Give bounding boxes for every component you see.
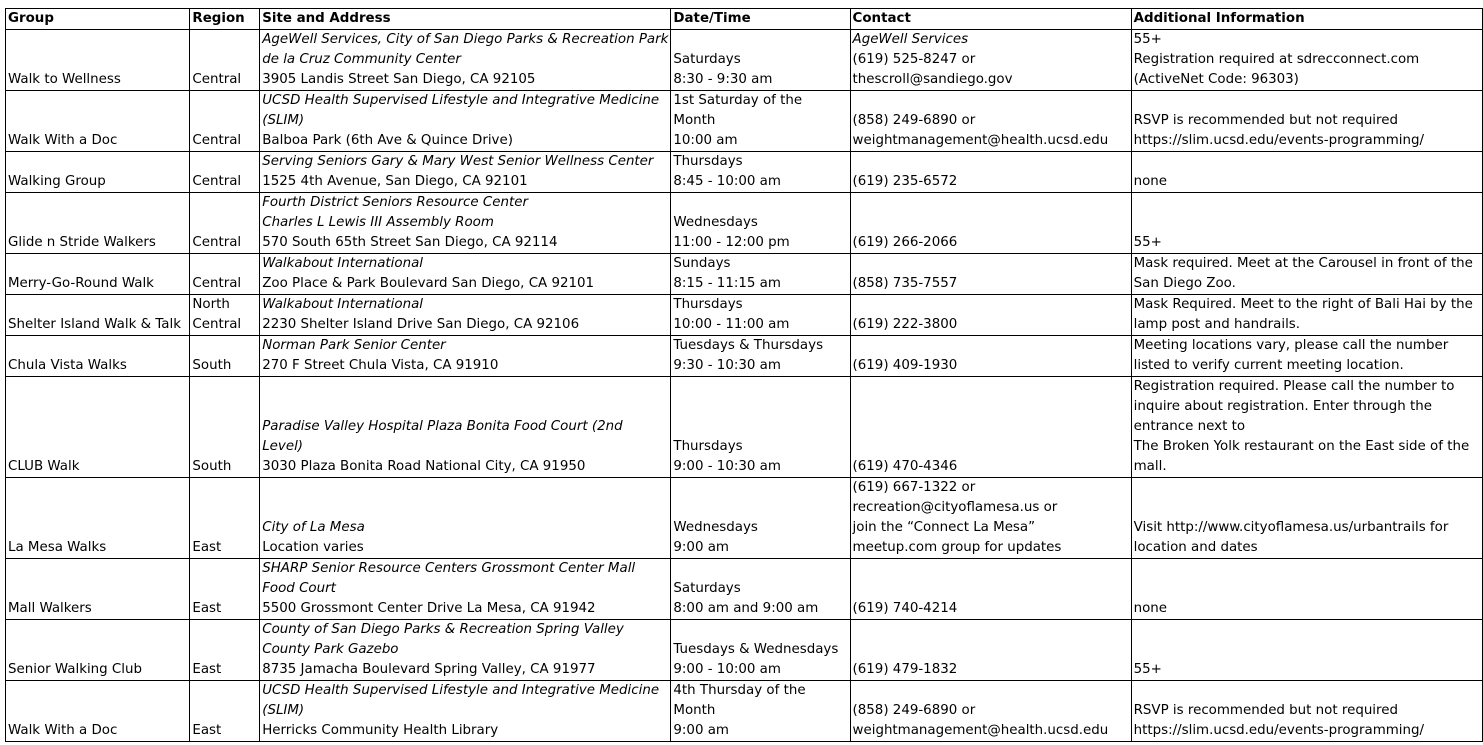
cell-line: (619) 222-3800 xyxy=(852,317,958,332)
site-organization: UCSD Health Supervised Lifestyle and Integrative Medicine xyxy=(262,683,660,698)
cell-line: East xyxy=(192,540,222,555)
cell-additional-info xyxy=(1131,681,1482,742)
cell-line: https://slim.ucsd.edu/events-programming/ xyxy=(1133,723,1425,738)
site-organization: Food Court xyxy=(262,581,336,596)
cell-contact xyxy=(850,478,1131,559)
cell-line: Saturdays xyxy=(673,52,741,67)
cell-site-address xyxy=(260,377,671,478)
cell-additional-info xyxy=(1131,377,1482,478)
cell-line: Thursdays xyxy=(673,297,743,312)
table-row xyxy=(6,254,1483,295)
site-organization: (SLIM) xyxy=(262,113,305,128)
site-organization: Paradise Valley Hospital Plaza Bonita Food Court (2nd xyxy=(262,419,623,434)
cell-line: Registration required at sdrecconnect.com xyxy=(1133,52,1420,67)
table-row xyxy=(6,193,1483,254)
cell-contact xyxy=(850,559,1131,620)
table-row xyxy=(6,681,1483,742)
cell-site-address xyxy=(260,336,671,377)
cell-contact xyxy=(850,620,1131,681)
cell-line: listed to verify current meeting location. xyxy=(1133,358,1404,373)
table-row xyxy=(6,559,1483,620)
cell-line: Mask required. Meet at the Carousel in front of the xyxy=(1133,256,1473,271)
cell-line: Thursdays xyxy=(673,154,743,169)
cell-line: thescroll@sandiego.gov xyxy=(852,72,1013,87)
site-address: 8735 Jamacha Boulevard Spring Valley, CA 91977 xyxy=(262,662,596,677)
cell-contact xyxy=(850,193,1131,254)
site-address: Herricks Community Health Library xyxy=(262,723,499,738)
cell-line: (619) 266-2066 xyxy=(852,235,958,250)
cell-group: Shelter Island Walk & Talk xyxy=(6,295,190,336)
cell-line: entrance next to xyxy=(1133,419,1246,434)
cell-line: 8:45 - 10:00 am xyxy=(673,174,781,189)
cell-line: (858) 735-7557 xyxy=(852,276,958,291)
cell-line: 8:30 - 9:30 am xyxy=(673,72,773,87)
cell-group: CLUB Walk xyxy=(6,377,190,478)
cell-date-time xyxy=(671,336,850,377)
cell-line: 10:00 - 11:00 am xyxy=(673,317,790,332)
cell-line: lamp post and handrails. xyxy=(1133,317,1301,332)
cell-line: inquire about registration. Enter through the xyxy=(1133,399,1432,414)
site-address: 3030 Plaza Bonita Road National City, CA 91950 xyxy=(262,459,586,474)
cell-region xyxy=(190,478,260,559)
cell-line: Mask Required. Meet to the right of Bali Hai by the xyxy=(1133,297,1473,312)
cell-line: (619) 470-4346 xyxy=(852,459,958,474)
header-contact: Contact xyxy=(850,9,1131,30)
site-organization: City of La Mesa xyxy=(262,520,365,535)
site-address: 5500 Grossmont Center Drive La Mesa, CA 91942 xyxy=(262,601,596,616)
cell-line: 11:00 - 12:00 pm xyxy=(673,235,790,250)
cell-group: Mall Walkers xyxy=(6,559,190,620)
cell-line: (619) 479-1832 xyxy=(852,662,958,677)
cell-group: Merry-Go-Round Walk xyxy=(6,254,190,295)
site-address: 570 South 65th Street San Diego, CA 92114 xyxy=(262,235,558,250)
cell-additional-info xyxy=(1131,478,1482,559)
site-organization: Walkabout International xyxy=(262,297,423,312)
site-address: Balboa Park (6th Ave & Quince Drive) xyxy=(262,133,513,148)
cell-line: (619) 667-1322 or xyxy=(852,480,976,495)
cell-line: East xyxy=(192,723,222,738)
cell-region xyxy=(190,336,260,377)
table-row xyxy=(6,336,1483,377)
cell-group: Walk With a Doc xyxy=(6,681,190,742)
cell-line: (619) 525-8247 or xyxy=(852,52,976,67)
cell-date-time xyxy=(671,681,850,742)
header-group: Group xyxy=(6,9,190,30)
site-organization: UCSD Health Supervised Lifestyle and Integrative Medicine xyxy=(262,93,660,108)
site-address: 1525 4th Avenue, San Diego, CA 92101 xyxy=(262,174,528,189)
cell-line: RSVP is recommended but not required xyxy=(1133,113,1398,128)
cell-group: La Mesa Walks xyxy=(6,478,190,559)
cell-contact xyxy=(850,295,1131,336)
cell-additional-info xyxy=(1131,254,1482,295)
cell-region xyxy=(190,193,260,254)
header-site-address: Site and Address xyxy=(260,9,671,30)
cell-line: Sundays xyxy=(673,256,731,271)
cell-region xyxy=(190,30,260,91)
table-row xyxy=(6,620,1483,681)
cell-line: Month xyxy=(673,113,716,128)
cell-region xyxy=(190,559,260,620)
table-row xyxy=(6,30,1483,91)
cell-contact xyxy=(850,336,1131,377)
cell-line: 55+ xyxy=(1133,235,1162,250)
cell-line: 4th Thursday of the xyxy=(673,683,806,698)
cell-line: Wednesdays xyxy=(673,215,758,230)
cell-additional-info xyxy=(1131,559,1482,620)
cell-line: Registration required. Please call the number to xyxy=(1133,379,1455,394)
cell-line: mall. xyxy=(1133,459,1167,474)
cell-group: Senior Walking Club xyxy=(6,620,190,681)
cell-region xyxy=(190,681,260,742)
cell-line: East xyxy=(192,601,222,616)
cell-line: weightmanagement@health.ucsd.edu xyxy=(852,133,1109,148)
site-organization: (SLIM) xyxy=(262,703,305,718)
cell-additional-info xyxy=(1131,620,1482,681)
cell-line: South xyxy=(192,358,232,373)
cell-date-time xyxy=(671,193,850,254)
cell-group: Glide n Stride Walkers xyxy=(6,193,190,254)
site-organization: AgeWell Services, City of San Diego Parks & Recreation Park xyxy=(262,32,669,47)
cell-line: Central xyxy=(192,72,242,87)
cell-line: 9:30 - 10:30 am xyxy=(673,358,781,373)
table-row xyxy=(6,377,1483,478)
cell-date-time xyxy=(671,91,850,152)
cell-site-address xyxy=(260,620,671,681)
cell-contact xyxy=(850,377,1131,478)
cell-group: Walk to Wellness xyxy=(6,30,190,91)
cell-date-time xyxy=(671,620,850,681)
cell-line: Wednesdays xyxy=(673,520,758,535)
cell-site-address xyxy=(260,254,671,295)
site-address: Location varies xyxy=(262,540,364,555)
cell-contact xyxy=(850,152,1131,193)
cell-site-address xyxy=(260,681,671,742)
cell-line: South xyxy=(192,459,232,474)
cell-region xyxy=(190,254,260,295)
cell-date-time xyxy=(671,478,850,559)
cell-line: Central xyxy=(192,174,242,189)
cell-line: Central xyxy=(192,235,242,250)
table-row xyxy=(6,295,1483,336)
cell-line: (619) 235-6572 xyxy=(852,174,958,189)
cell-line: none xyxy=(1133,174,1168,189)
cell-line: https://slim.ucsd.edu/events-programming/ xyxy=(1133,133,1425,148)
cell-line: Central xyxy=(192,133,242,148)
cell-line: join the “Connect La Mesa” xyxy=(852,520,1036,535)
cell-line: North xyxy=(192,297,230,312)
cell-site-address xyxy=(260,91,671,152)
cell-line: Central xyxy=(192,317,242,332)
cell-additional-info xyxy=(1131,295,1482,336)
cell-contact xyxy=(850,91,1131,152)
cell-line: Visit http://www.cityoflamesa.us/urbantrails for xyxy=(1133,520,1449,535)
site-organization: Charles L Lewis III Assembly Room xyxy=(262,215,494,230)
cell-region xyxy=(190,295,260,336)
cell-line: (858) 249-6890 or xyxy=(852,113,976,128)
site-address: 2230 Shelter Island Drive San Diego, CA 92106 xyxy=(262,317,580,332)
header-additional-info: Additional Information xyxy=(1131,9,1482,30)
cell-date-time xyxy=(671,152,850,193)
cell-line: 10:00 am xyxy=(673,133,738,148)
cell-line: none xyxy=(1133,601,1168,616)
cell-site-address xyxy=(260,559,671,620)
cell-site-address xyxy=(260,152,671,193)
cell-line: Thursdays xyxy=(673,439,743,454)
site-organization: Walkabout International xyxy=(262,256,423,271)
cell-site-address xyxy=(260,295,671,336)
cell-additional-info xyxy=(1131,336,1482,377)
cell-line: 1st Saturday of the xyxy=(673,93,803,108)
cell-line: recreation@cityoflamesa.us or xyxy=(852,500,1058,515)
cell-site-address xyxy=(260,193,671,254)
table-row xyxy=(6,152,1483,193)
cell-line: San Diego Zoo. xyxy=(1133,276,1236,291)
cell-region xyxy=(190,620,260,681)
cell-date-time xyxy=(671,377,850,478)
cell-date-time xyxy=(671,295,850,336)
cell-region xyxy=(190,152,260,193)
cell-line: (619) 740-4214 xyxy=(852,601,958,616)
cell-region xyxy=(190,377,260,478)
cell-date-time xyxy=(671,254,850,295)
cell-line: Tuesdays & Thursdays xyxy=(673,338,824,353)
cell-line: 9:00 am xyxy=(673,540,729,555)
cell-line: The Broken Yolk restaurant on the East side of the xyxy=(1133,439,1470,454)
site-organization: County of San Diego Parks & Recreation Spring Valley xyxy=(262,622,624,637)
cell-line: 8:00 am and 9:00 am xyxy=(673,601,819,616)
cell-line: Month xyxy=(673,703,716,718)
header-date-time: Date/Time xyxy=(671,9,850,30)
cell-site-address xyxy=(260,30,671,91)
cell-additional-info xyxy=(1131,30,1482,91)
walking-groups-table xyxy=(5,8,1483,742)
cell-line: Tuesdays & Wednesdays xyxy=(673,642,839,657)
cell-additional-info xyxy=(1131,91,1482,152)
site-address: Zoo Place & Park Boulevard San Diego, CA 92101 xyxy=(262,276,595,291)
cell-line: location and dates xyxy=(1133,540,1258,555)
table-body xyxy=(6,30,1483,742)
cell-date-time xyxy=(671,559,850,620)
cell-group: Walking Group xyxy=(6,152,190,193)
site-organization: Serving Seniors Gary & Mary West Senior Wellness Center xyxy=(262,154,654,169)
cell-date-time xyxy=(671,30,850,91)
cell-line: 9:00 - 10:30 am xyxy=(673,459,781,474)
cell-contact xyxy=(850,254,1131,295)
cell-additional-info xyxy=(1131,193,1482,254)
cell-line: Saturdays xyxy=(673,581,741,596)
site-organization: County Park Gazebo xyxy=(262,642,399,657)
header-region: Region xyxy=(190,9,260,30)
cell-line: Meeting locations vary, please call the number xyxy=(1133,338,1449,353)
cell-line: meetup.com group for updates xyxy=(852,540,1062,555)
cell-line: (858) 249-6890 or xyxy=(852,703,976,718)
site-address: 3905 Landis Street San Diego, CA 92105 xyxy=(262,72,536,87)
cell-line: RSVP is recommended but not required xyxy=(1133,703,1398,718)
site-organization: Level) xyxy=(262,439,304,454)
cell-contact xyxy=(850,681,1131,742)
cell-additional-info xyxy=(1131,152,1482,193)
table-row xyxy=(6,91,1483,152)
cell-line: weightmanagement@health.ucsd.edu xyxy=(852,723,1109,738)
cell-line: 55+ xyxy=(1133,662,1162,677)
site-organization: Fourth District Seniors Resource Center xyxy=(262,195,528,210)
cell-line: AgeWell Services xyxy=(852,32,969,47)
cell-line: Central xyxy=(192,276,242,291)
cell-site-address xyxy=(260,478,671,559)
site-address: 270 F Street Chula Vista, CA 91910 xyxy=(262,358,499,373)
cell-contact xyxy=(850,30,1131,91)
site-organization: Norman Park Senior Center xyxy=(262,338,446,353)
site-organization: SHARP Senior Resource Centers Grossmont Center Mall xyxy=(262,561,636,576)
cell-group: Walk With a Doc xyxy=(6,91,190,152)
cell-line: 55+ xyxy=(1133,32,1162,47)
header-row xyxy=(6,9,1483,30)
cell-line: (ActiveNet Code: 96303) xyxy=(1133,72,1299,87)
cell-group: Chula Vista Walks xyxy=(6,336,190,377)
cell-line: (619) 409-1930 xyxy=(852,358,958,373)
cell-line: 8:15 - 11:15 am xyxy=(673,276,781,291)
cell-line: 9:00 - 10:00 am xyxy=(673,662,781,677)
site-organization: de la Cruz Community Center xyxy=(262,52,461,67)
cell-region xyxy=(190,91,260,152)
cell-line: 9:00 am xyxy=(673,723,729,738)
table-row xyxy=(6,478,1483,559)
cell-line: East xyxy=(192,662,222,677)
